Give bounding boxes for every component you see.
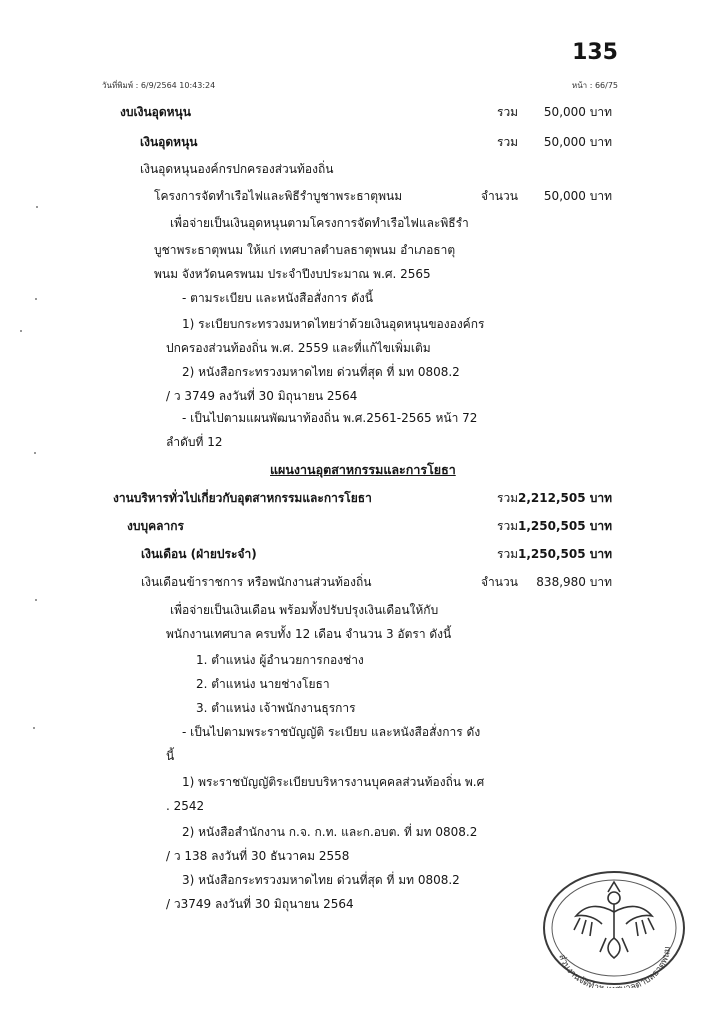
text-line: 2) หนังสือสำนักงาน ก.จ. ก.ท. และก.อบต. ที่ มท 0808.2 [182,825,478,839]
scan-speck [36,206,38,208]
text-line: 3. ตำแหน่ง เจ้าพนักงานธุรการ [196,701,356,715]
budget-amount: 838,980 บาท [536,575,612,589]
budget-kind: รวม [497,105,519,119]
print-date: วันที่พิมพ์ : 6/9/2564 10:43:24 [102,81,216,90]
budget-kind: รวม [497,547,519,561]
budget-kind: รวม [497,491,519,505]
text-line: - เป็นไปตามพระราชบัญญัติ ระเบียบ และหนังสือสั่งการ ดัง [182,725,481,739]
budget-amount: 2,212,505 บาท [517,491,612,505]
budget-label: เงินอุดหนุนองค์กรปกครองส่วนท้องถิ่น [140,162,334,176]
text-line: . 2542 [166,799,205,813]
budget-label: โครงการจัดทำเรือไฟและพิธีรำบูชาพระธาตุพนม [154,189,403,203]
text-line: - ตามระเบียบ และหนังสือสั่งการ ดังนี้ [182,291,373,305]
budget-label: งบบุคลากร [127,519,184,533]
scan-speck [35,599,37,601]
text-line: เพื่อจ่ายเป็นเงินเดือน พร้อมทั้งปรับปรุงเงินเดือนให้กับ [170,603,439,617]
budget-kind: จำนวน [481,575,518,589]
section-title: แผนงานอุตสาหกรรมและการโยธา [270,462,456,477]
budget-kind: จำนวน [481,189,518,203]
text-line: 1) ระเบียบกระทรวงมหาดไทยว่าด้วยเงินอุดหนุนขององค์กร [182,317,485,331]
text-line: พนม จังหวัดนครพนม ประจำปีงบประมาณ พ.ศ. 2565 [154,267,431,281]
text-line: / ว3749 ลงวันที่ 30 มิถุนายน 2564 [166,897,354,911]
text-line: - เป็นไปตามแผนพัฒนาท้องถิ่น พ.ศ.2561-2565 หน้า 72 [182,411,478,425]
scan-speck [35,298,37,300]
budget-amount: 50,000 บาท [543,135,612,149]
text-line: ปกครองส่วนท้องถิ่น พ.ศ. 2559 และที่แก้ไขเพิ่มเติม [166,341,431,355]
garuda-seal-icon [540,868,688,988]
budget-label: เงินเดือน (ฝ่ายประจำ) [141,547,257,561]
budget-amount: 1,250,505 บาท [517,519,612,533]
text-line: พนักงานเทศบาล ครบทั้ง 12 เดือน จำนวน 3 อัตรา ดังนี้ [166,627,452,641]
text-line: เพื่อจ่ายเป็นเงินอุดหนุนตามโครงการจัดทำเรือไฟและพิธีรำ [170,216,469,230]
text-line: / ว 138 ลงวันที่ 30 ธันวาคม 2558 [166,849,350,863]
scan-speck [20,330,22,332]
text-line: ลำดับที่ 12 [166,435,223,449]
budget-amount: 50,000 บาท [543,105,612,119]
text-line: 3) หนังสือกระทรวงมหาดไทย ด่วนที่สุด ที่ มท 0808.2 [182,873,460,887]
text-line: 2. ตำแหน่ง นายช่างโยธา [196,677,330,691]
budget-kind: รวม [497,519,519,533]
budget-label: เงินอุดหนุน [140,135,198,149]
budget-label: งบเงินอุดหนุน [120,105,191,119]
budget-label: งานบริหารทั่วไปเกี่ยวกับอุตสาหกรรมและการโยธา [113,491,372,505]
text-line: 1. ตำแหน่ง ผู้อำนวยการกองช่าง [196,653,364,667]
text-line: นี้ [166,749,175,763]
text-line: / ว 3749 ลงวันที่ 30 มิถุนายน 2564 [166,389,358,403]
scan-speck [33,727,35,729]
budget-label: เงินเดือนข้าราชการ หรือพนักงานส่วนท้องถิ่น [141,575,372,589]
text-line: บูชาพระธาตุพนม ให้แก่ เทศบาลตำบลธาตุพนม อำเภอธาตุ [154,243,456,257]
budget-kind: รวม [497,135,519,149]
page-of: หน้า : 66/75 [571,81,618,90]
page-number: 135 [572,40,618,65]
text-line: 1) พระราชบัญญัติระเบียบบริหารงานบุคคลส่วนท้องถิ่น พ.ศ [182,775,485,789]
text-line: 2) หนังสือกระทรวงมหาดไทย ด่วนที่สุด ที่ มท 0808.2 [182,365,460,379]
seal-text: ส่วนงานจัดทำ ลตำบลธาตุพนม [556,945,674,988]
budget-amount: 1,250,505 บาท [517,547,612,561]
svg-text:ส่วนงานจัดทำฯ เทศบาลตำบลธาตุพน [556,946,673,988]
budget-amount: 50,000 บาท [543,189,612,203]
scan-speck [34,452,36,454]
